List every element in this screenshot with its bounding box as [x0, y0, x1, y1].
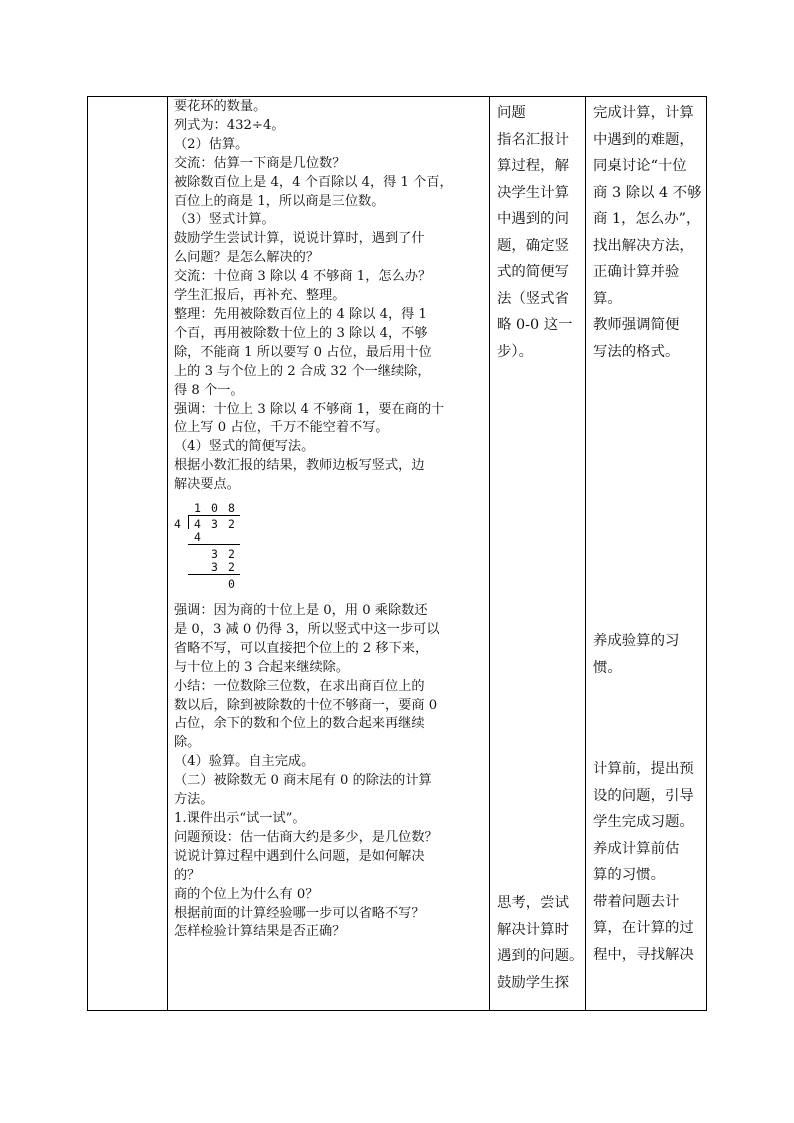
table-right-border: [706, 96, 707, 1011]
division-bracket-top: [188, 515, 240, 516]
intent-lines-mid: [593, 628, 679, 681]
intent-line: 写法的格式。: [593, 343, 680, 360]
intent-line: 正确计算并验: [593, 264, 680, 280]
content-line: 与十位上的 3 合起来继续除。: [174, 659, 350, 675]
content-lines-bottom: [174, 602, 489, 942]
content-line: 解决要点。: [174, 477, 240, 493]
student-lines-top: [497, 100, 585, 365]
content-line: 除，不能商 1 所以要写 0 占位，最后用十位: [174, 344, 432, 360]
dividend-digit: 2: [228, 517, 235, 532]
design-intent-column: [586, 96, 706, 1011]
content-line: 说说计算过程中遇到什么问题，是如何解决: [174, 848, 425, 864]
content-line: 1.课件出示“试一试”。: [174, 811, 306, 826]
content-line: （3）竖式计算。: [174, 212, 275, 228]
intent-line: 计算前，提出预: [593, 761, 694, 777]
content-line: 根据小数汇报的结果，教师边板写竖式，边: [174, 458, 425, 474]
intent-line: 找出解决方法，: [593, 237, 694, 254]
intent-line: 算的习惯。: [593, 867, 665, 883]
content-line: 占位，余下的数和个位上的数合起来再继续: [174, 716, 425, 732]
content-line: 得 8 个一。: [174, 382, 244, 398]
student-line: 解决计算时: [497, 921, 569, 938]
remainder: 0: [228, 577, 235, 592]
content-line: （4）验算。自主完成。: [174, 754, 315, 770]
content-line: 交流：估算一下商是几位数？: [174, 155, 346, 171]
content-line: 列式为：432÷4。: [174, 117, 285, 133]
student-line: 中遇到的问: [497, 211, 569, 227]
step-digit: 2: [228, 547, 235, 562]
content-lines-top: [174, 98, 489, 495]
student-line: 题，确定竖: [497, 237, 569, 254]
content-line: 省略不写，可以直接把个位上的 2 移下来，: [174, 640, 429, 656]
quotient-digit: 0: [211, 501, 218, 516]
student-line: 决学生计算: [497, 184, 569, 201]
dividend-digit: 3: [211, 517, 218, 532]
intent-line: 程中，寻找解决: [593, 946, 694, 963]
student-activity-column: [490, 96, 585, 1011]
student-line: 式的简便写: [497, 264, 569, 280]
content-line: 问题预设：估一估商大约是多少，是几位数？: [174, 829, 438, 845]
student-line: 鼓励学生探: [497, 974, 569, 991]
content-line: 要花环的数量。: [174, 99, 267, 114]
student-line: 算过程，解: [497, 158, 569, 174]
student-line: 步）。: [497, 343, 533, 360]
content-line: 学生汇报后，再补充、整理。: [174, 288, 346, 304]
division-rule: [188, 574, 240, 575]
student-line: 略 0-0 这一: [497, 317, 573, 333]
content-line: 除。: [174, 735, 201, 751]
quotient-digit: 8: [228, 501, 235, 516]
content-line: 被除数百位上是 4，4 个百除以 4，得 1 个百，: [174, 174, 453, 190]
content-line: 整理：先用被除数百位上的 4 除以 4，得 1: [174, 306, 427, 322]
content-line: 是 0，3 减 0 仍得 3，所以竖式中这一步可以: [174, 621, 440, 637]
student-line: 问题: [497, 105, 526, 121]
student-line: 遇到的问题。: [497, 948, 584, 964]
content-line: 百位上的商是 1，所以商是三位数。: [174, 193, 385, 209]
student-line: 法（竖式省: [497, 290, 569, 307]
intent-line: 算。: [593, 290, 622, 307]
quotient-digit: 1: [194, 501, 201, 516]
intent-line: 完成计算，计算: [593, 105, 694, 121]
content-line: 强调：因为商的十位上是 0，用 0 乘除数还: [174, 603, 428, 619]
lesson-plan-table: [87, 96, 707, 1011]
content-line: 个百，再用被除数十位上的 3 除以 4，不够: [174, 325, 428, 341]
division-bracket-side: [188, 515, 189, 529]
intent-line: 养成计算前估: [593, 840, 680, 857]
content-line: 小结：一位数除三位数，在求出商百位上的: [174, 678, 425, 694]
intent-lines-bottom: [593, 756, 694, 968]
table-left-border: [87, 96, 88, 1011]
divisor: 4: [174, 517, 181, 532]
intent-line: 商 1，怎么办”，: [593, 211, 701, 227]
intent-line: 算，在计算的过: [593, 920, 694, 936]
step-digit: 3: [211, 547, 218, 562]
content-line: 鼓励学生尝试计算，说说计算时，遇到了什: [174, 231, 425, 247]
subtraction-step: 4: [194, 530, 201, 545]
content-line: 方法。: [174, 792, 214, 808]
intent-line: 教师强调简便: [593, 317, 680, 333]
student-line: 指名汇报计: [497, 131, 569, 148]
content-line: 么问题？是怎么解决的？: [174, 250, 320, 266]
content-line: （2）估算。: [174, 136, 249, 152]
content-line: 强调：十位上 3 除以 4 不够商 1，要在商的十: [174, 401, 445, 417]
content-line: 根据前面的计算经验哪一步可以省略不写？: [174, 905, 425, 921]
content-line: 怎样检验计算结果是否正确？: [174, 924, 346, 940]
long-division-figure: [174, 501, 489, 593]
dividend-digit: 4: [194, 517, 201, 532]
content-line: 位上写 0 占位，千万不能空着不写。: [174, 420, 389, 436]
content-line: （4）竖式的简便写法。: [174, 439, 315, 455]
intent-line: 同桌讨论“十位: [593, 158, 687, 174]
intent-line: 商 3 除以 4 不够: [593, 184, 702, 201]
student-lines-bottom: [497, 890, 583, 996]
division-rule: [188, 544, 240, 545]
content-line: 的？: [174, 867, 201, 883]
teaching-content-column: [168, 96, 489, 1011]
step-digit: 2: [228, 560, 235, 575]
content-line: 商的个位上为什么有 0？: [174, 886, 319, 902]
content-line: 数以后，除到被除数的十位不够商一，要商 0: [174, 697, 438, 713]
step-digit: 3: [211, 560, 218, 575]
intent-line: 带着问题去计: [593, 893, 680, 910]
content-line: 交流：十位商 3 除以 4 不够商 1，怎么办？: [174, 269, 432, 285]
intent-line: 学生完成习题。: [593, 814, 694, 830]
intent-line: 惯。: [593, 659, 622, 676]
intent-lines-top: [593, 100, 706, 365]
content-line: 上的 3 与个位上的 2 合成 32 个一继续除，: [174, 363, 431, 379]
intent-line: 养成验算的习: [593, 633, 680, 649]
content-line: （二）被除数无 0 商末尾有 0 的除法的计算: [174, 773, 432, 789]
intent-line: 中遇到的难题，: [593, 131, 694, 148]
student-line: 思考，尝试: [497, 895, 569, 911]
intent-line: 设的问题，引导: [593, 787, 694, 804]
